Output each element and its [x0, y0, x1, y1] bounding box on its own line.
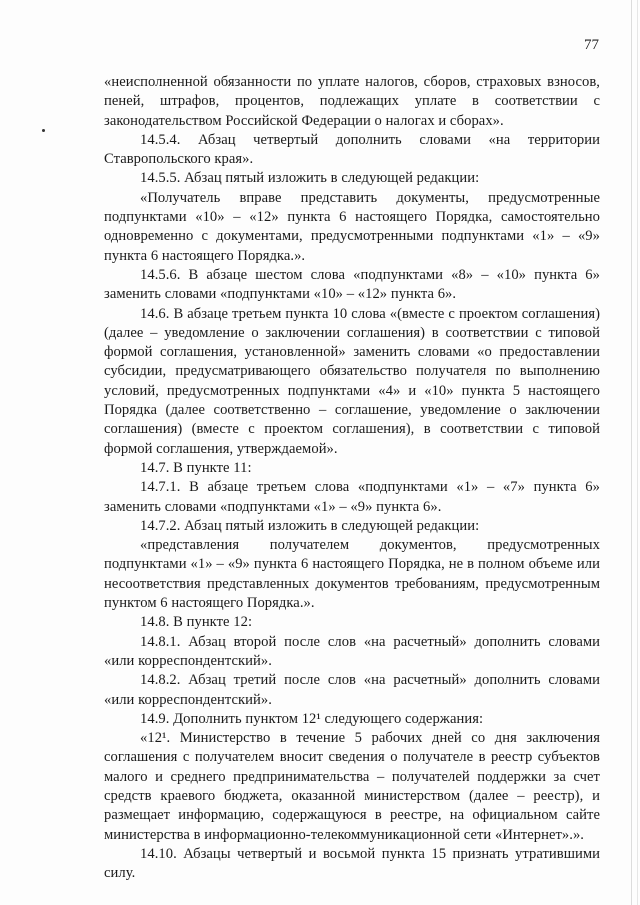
paragraph-14-5-6: 14.5.6. В абзаце шестом слова «подпунктами «8» – «10» пункта 6» заменить словами «подпунктами «10» – «12» пункта 6». [104, 266, 600, 303]
paragraph-14-8-2: 14.8.2. Абзац третий после слов «на расчетный» дополнить словами «или корреспондентский». [104, 672, 600, 708]
paragraph-quote-submission: «представления получателем документов, предусмотренных подпунктами «1» – «9» пункта 6 настоящего Порядка, не в полном объеме или несоответствия представленных документов требованиям, предусмотренным пунктом 6 настоящего Порядка.». [104, 537, 600, 612]
paragraph-14-7-2: 14.7.2. Абзац пятый изложить в следующей редакции: [140, 517, 480, 534]
scan-edge-line [637, 0, 638, 905]
paragraph-14-7-1: 14.7.1. В абзаце третьем слова «подпунктами «1» – «7» пункта 6» заменить словами «подпунктами «1» – «9» пункта 6». [104, 479, 600, 515]
page-number: 77 [584, 37, 599, 53]
paragraph-14-10: 14.10. Абзацы четвертый и восьмой пункта 15 признать утратившими силу. [104, 845, 600, 882]
paragraph-quote-recipient: «Получатель вправе представить документы, предусмотренные подпунктами «10» – «12» пункта 6 настоящего Порядка, самостоятельно одновременно с документами, предусмотренными подпунктами «1» – «9» пункта 6 настоящего Порядка.». [104, 189, 600, 264]
paragraph-14-9: 14.9. Дополнить пунктом 12¹ следующего содержания: [140, 710, 484, 727]
paragraph-14-7: 14.7. В пункте 11: [140, 459, 252, 476]
document-body [104, 73, 600, 883]
scan-edge-line [631, 0, 632, 905]
scan-speck [42, 129, 45, 132]
paragraph-continuation: «неисполненной обязанности по уплате налогов, сборов, страховых взносов, пеней, штрафов, процентов, подлежащих уплате в соответствии с законодательством Российской Федерации о налогах и сборах». [104, 74, 600, 129]
paragraph-14-8: 14.8. В пункте 12: [140, 614, 253, 631]
paragraph-14-5-4: 14.5.4. Абзац четвертый дополнить словами «на территории Ставропольского края». [104, 131, 600, 168]
paragraph-14-6: 14.6. В абзаце третьем пункта 10 слова «(вместе с проектом соглашения) (далее – уведомление о заключении соглашения) в соответствии с типовой формой соглашения, установленной» заменить словами «о предоставлении субсидии, предусматривающего обязательство получателя по выполнению условий, предусмотренных подпунктами «4» и «10» пункта 5 настоящего Порядка (далее соответственно – соглашение, уведомление о заключении соглашения) (вместе с проектом соглашения), в соответствии с типовой формой соглашения, утверждаемой». [104, 305, 600, 457]
paragraph-14-5-5: 14.5.5. Абзац пятый изложить в следующей редакции: [140, 170, 480, 187]
paragraph-quote-12-1: «12¹. Министерство в течение 5 рабочих дней со дня заключения соглашения с получателем вносит сведения о получателе в реестр субъектов малого и среднего предпринимательства – получателей поддержки за счет средств краевого бюджета, оказанной министерством (далее – реестр), и размещает информацию, содержащуюся в реестре, на официальном сайте министерства в информационно-телекоммуникационной сети «Интернет».». [104, 730, 600, 843]
paragraph-14-8-1: 14.8.1. Абзац второй после слов «на расчетный» дополнить словами «или корреспондентский». [104, 633, 600, 669]
